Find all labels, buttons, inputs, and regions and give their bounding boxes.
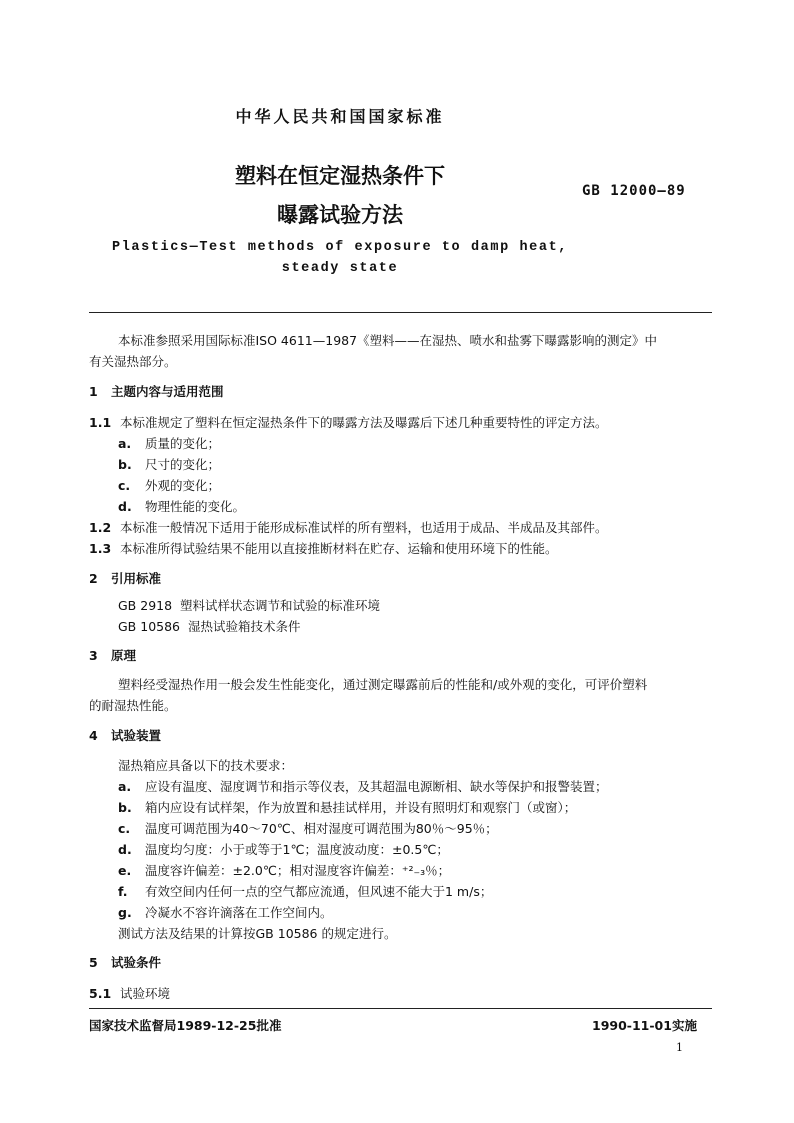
- section-number: 2: [89, 571, 98, 586]
- reference-gb-2918: GB 2918 塑料试样状态调节和试验的标准环境: [118, 598, 380, 613]
- principle-line2: 的耐湿热性能。: [89, 698, 177, 713]
- section-2-heading: [89, 569, 161, 587]
- test-method-note: 测试方法及结果的计算按GB 10586 的规定进行。: [118, 926, 397, 941]
- document-title-line2: 曝露试验方法: [277, 203, 403, 227]
- list-item: c. 外观的变化；: [118, 478, 221, 493]
- list-item: g. 冷凝水不容许滴落在工作空间内。: [118, 905, 333, 920]
- list-item: f. 有效空间内任何一点的空气都应流通，但风速不能大于1 m/s；: [118, 884, 493, 899]
- list-item: c. 温度可调范围为40～70℃、相对湿度可调范围为80％～95％；: [118, 821, 498, 836]
- list-item: d. 温度均匀度：小于或等于1℃；温度波动度：±0.5℃；: [118, 842, 449, 857]
- clause-text: 本标准规定了塑料在恒定湿热条件下的曝露方法及曝露后下述几种重要特性的评定方法。: [120, 415, 608, 430]
- clause-text: 本标准一般情况下适用于能形成标准试样的所有塑料，也适用于成品、半成品及其部件。: [120, 520, 608, 535]
- header-divider: [89, 312, 712, 313]
- list-item: b. 箱内应设有试样架，作为放置和悬挂试样用，并设有照明灯和观察门（或窗）；: [118, 800, 577, 815]
- clause-number: 1.3: [89, 541, 112, 556]
- apparatus-lead: 湿热箱应具备以下的技术要求：: [118, 758, 294, 773]
- clause-number: 1.2: [89, 520, 112, 535]
- section-number: 3: [89, 648, 98, 663]
- clause-1-1: [89, 413, 608, 431]
- reference-gb-10586: GB 10586 湿热试验箱技术条件: [118, 619, 301, 634]
- intro-line1: 本标准参照采用国际标准ISO 4611—1987《塑料——在湿热、喷水和盐雾下曝露影响的测定》中: [118, 333, 658, 348]
- national-standard-label: 中华人民共和国国家标准: [235, 107, 445, 126]
- clause-number: 1.1: [89, 415, 112, 430]
- clause-1-2: [89, 518, 608, 536]
- section-3-heading: [89, 646, 136, 664]
- standard-code: GB 12000—89: [582, 183, 686, 199]
- intro-line2: 有关湿热部分。: [89, 354, 177, 369]
- section-title: 主题内容与适用范围: [111, 384, 224, 399]
- clause-number: 5.1: [89, 986, 112, 1001]
- section-1-heading: [89, 382, 224, 400]
- clause-text: 试验环境: [120, 986, 171, 1001]
- section-number: 5: [89, 955, 98, 970]
- section-title: 试验条件: [111, 955, 162, 970]
- section-number: 4: [89, 728, 98, 743]
- clause-text: 本标准所得试验结果不能用以直接推断材料在贮存、运输和使用环境下的性能。: [120, 541, 558, 556]
- section-title: 引用标准: [111, 571, 162, 586]
- english-title-line1: Plastics—Test methods of exposure to damp heat,: [112, 240, 568, 255]
- clause-1-3: [89, 539, 558, 557]
- principle-line1: 塑料经受湿热作用一般会发生性能变化，通过测定曝露前后的性能和/或外观的变化，可评价塑料: [118, 677, 648, 692]
- list-item: a. 质量的变化；: [118, 436, 221, 451]
- section-title: 原理: [111, 648, 137, 663]
- clause-5-1: [89, 984, 170, 1002]
- footer-divider: [89, 1008, 712, 1009]
- document-title-line1: 塑料在恒定湿热条件下: [235, 164, 445, 188]
- list-item: e. 温度容许偏差：±2.0℃；相对湿度容许偏差：⁺²₋₃％；: [118, 863, 451, 878]
- section-5-heading: [89, 953, 161, 971]
- section-number: 1: [89, 384, 98, 399]
- effective-date: 1990-11-01实施: [592, 1018, 697, 1033]
- approval-date: 国家技术监督局1989-12-25批准: [89, 1018, 282, 1033]
- page-number: 1: [676, 1041, 683, 1054]
- section-4-heading: [89, 726, 161, 744]
- english-title-line2: steady state: [281, 261, 399, 276]
- list-item: d. 物理性能的变化。: [118, 499, 246, 514]
- list-item: a. 应设有温度、湿度调节和指示等仪表，及其超温电源断相、缺水等保护和报警装置；: [118, 779, 608, 794]
- list-item: b. 尺寸的变化；: [118, 457, 221, 472]
- section-title: 试验装置: [111, 728, 162, 743]
